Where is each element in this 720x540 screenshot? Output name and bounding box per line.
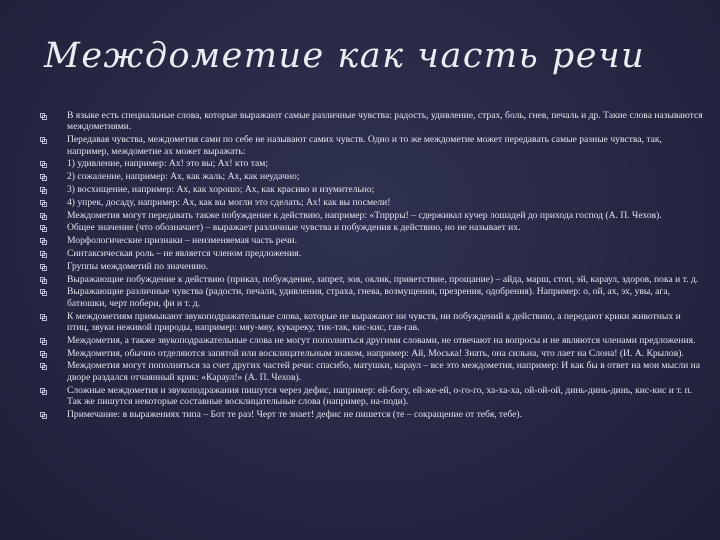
bullet-square-icon <box>40 174 49 179</box>
bullet-text: 2) сожаление, например: Ах, как жаль; Ах, как неудачно; <box>67 171 300 183</box>
bullet-item <box>40 335 704 346</box>
bullet-text: Междометия, обычно отделяются запятой или восклицательным знаком, например: Ай, Моська! Знать, она сильна, что лает на Слона! (И. А. Крылов). <box>67 347 684 359</box>
bullet-item <box>40 197 704 208</box>
bullet-item <box>40 409 704 420</box>
bullet-text: Выражающие различные чувства (радости, печали, удивления, страха, гнева, возмущения, презрения, одобрения). Например: о, ой, ах, эх, увы, ага, батюшки, черт побери, фи и т. д. <box>67 286 671 309</box>
bullet-text: Общее значение (что обозначает) – выражает различные чувства и побуждения к действию, но не называет их. <box>67 222 521 234</box>
bullet-square-icon <box>40 314 49 319</box>
bullet-square-icon <box>40 251 49 256</box>
bullet-square-icon <box>40 161 49 166</box>
bullet-list <box>40 110 704 422</box>
bullet-item <box>40 210 704 221</box>
bullet-text: 4) упрек, досаду, например: Ах, как вы могли это сделать; Ах! как вы посмели! <box>67 196 391 208</box>
bullet-square-icon <box>40 113 49 118</box>
bullet-text: К междометиям примыкают звукоподражательные слова, которые не выражают ни чувств, ни побуждений к действию, а передают крики животных и птиц, звуки неживой природы, например: мяу-мяу, кукареку, тик-так, кис-кис, гав-гав. <box>67 310 681 333</box>
bullet-square-icon <box>40 137 49 142</box>
bullet-text: Выражающие побуждение к действию (приказ, побуждение, запрет, зов, оклик, приветствие, прощание) – айда, марш, стоп, эй, караул, здоров, пока и т. д. <box>67 273 699 285</box>
bullet-text: Междометия могут передавать также побуждение к действию, например: «Тпррры! – сдерживал кучер лошадей до прихода господ (А. П. Чехов). <box>67 209 662 221</box>
bullet-square-icon <box>40 187 49 192</box>
bullet-item <box>40 385 704 408</box>
bullet-text: Группы междометий по значению. <box>67 260 209 272</box>
bullet-square-icon <box>40 289 49 294</box>
bullet-item <box>40 134 704 157</box>
bullet-item <box>40 348 704 359</box>
bullet-item <box>40 261 704 272</box>
bullet-item <box>40 360 704 383</box>
bullet-item <box>40 184 704 195</box>
bullet-text: Морфологические признаки – неизменяемая часть речи. <box>67 235 297 247</box>
bullet-square-icon <box>40 200 49 205</box>
bullet-text: Передавая чувства, междометия сами по себе не называют самих чувств. Одно и то же междометие может передавать самые разные чувства, так, например, междометие ах может выражать: <box>67 134 662 157</box>
bullet-square-icon <box>40 225 49 230</box>
bullet-item <box>40 311 704 334</box>
bullet-item <box>40 222 704 233</box>
bullet-item <box>40 110 704 133</box>
bullet-item <box>40 286 704 309</box>
bullet-item <box>40 274 704 285</box>
bullet-item <box>40 171 704 182</box>
bullet-item <box>40 158 704 169</box>
bullet-text: 3) восхищение, например: Ах, как хорошо; Ах, как красиво и изумительно; <box>67 184 375 195</box>
bullet-square-icon <box>40 351 49 356</box>
bullet-text: Примечание: в выражениях типа – Бот те раз! Черт те знает! дефис не пишется (те – сокращение от тебя, тебе). <box>67 408 522 420</box>
bullet-text: 1) удивление, например: Ах! это вы; Ах! кто там; <box>67 158 269 170</box>
bullet-square-icon <box>40 363 49 368</box>
bullet-item <box>40 248 704 259</box>
bullet-square-icon <box>40 338 49 343</box>
bullet-text: Междометия могут пополняться за счет других частей речи: спасибо, матушки, караул – все это междометия, например: И как бы в ответ на мои мысли на дворе раздался отчаянный крик: «Караул!» (А. П. Чехов). <box>67 360 700 383</box>
bullet-square-icon <box>40 213 49 218</box>
bullet-text: Сложные междометия и звукоподражания пишутся через дефис, например: ей-богу, ей-же-ей, о-го-го, ха-ха-ха, ой-ой-ой, динь-динь-динь, кис-кис и т. п. Так же пишутся некоторые составные восклицательные слова (например, на-поди). <box>67 384 693 407</box>
bullet-text: Междометия, а также звукоподражательные слова не могут пополняться другими словами, не отвечают на вопросы и не являются членами предложения. <box>67 334 696 346</box>
bullet-square-icon <box>40 277 49 282</box>
bullet-text: Синтаксическая роль – не является членом предложения. <box>67 247 302 259</box>
bullet-square-icon <box>40 412 49 417</box>
bullet-text: В языке есть специальные слова, которые выражают самые различные чувства: радость, удивление, страх, боль, гнев, печаль и др. Такие слова называются междометиями. <box>67 110 703 133</box>
bullet-item <box>40 235 704 246</box>
bullet-square-icon <box>40 238 49 243</box>
slide-title: Междометие как часть речи <box>44 36 646 76</box>
bullet-square-icon <box>40 264 49 269</box>
bullet-square-icon <box>40 388 49 393</box>
